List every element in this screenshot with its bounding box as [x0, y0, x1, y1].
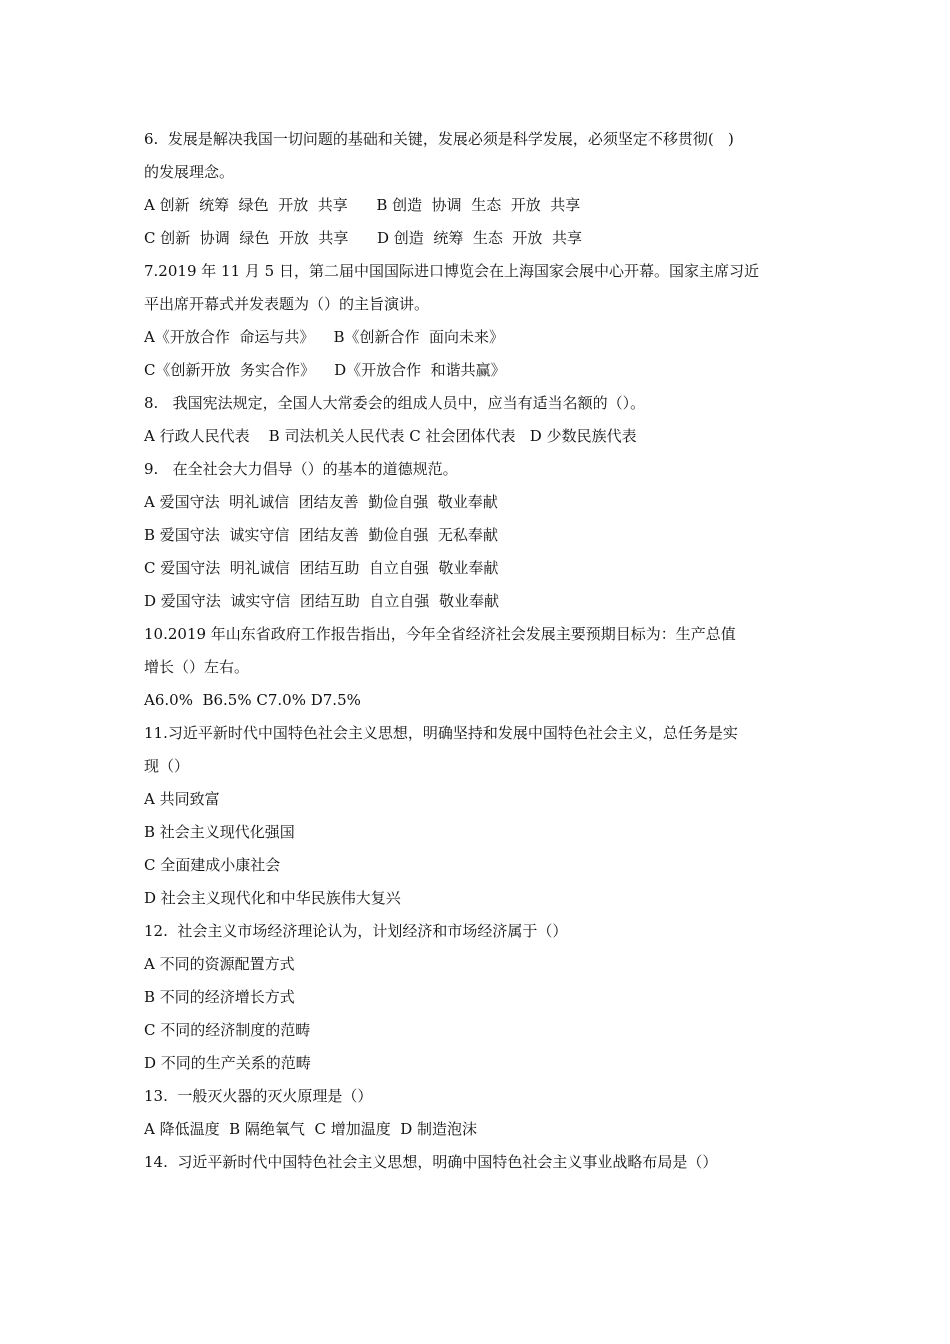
- question-text-block: [144, 123, 824, 1179]
- q12-option-d: D 不同的生产关系的范畴: [144, 1054, 311, 1072]
- q12-option-b: B 不同的经济增长方式: [144, 988, 295, 1006]
- q11-option-d: D 社会主义现代化和中华民族伟大复兴: [144, 889, 401, 907]
- q9-stem: 9. 在全社会大力倡导（）的基本的道德规范。: [144, 460, 458, 478]
- q8-stem: 8. 我国宪法规定，全国人大常委会的组成人员中，应当有适当名额的（）。: [144, 394, 646, 412]
- q9-option-a: A 爱国守法 明礼诚信 团结友善 勤俭自强 敬业奉献: [144, 493, 498, 511]
- q11-option-b: B 社会主义现代化强国: [144, 823, 295, 841]
- q9-option-d: D 爱国守法 诚实守信 团结互助 自立自强 敬业奉献: [144, 592, 499, 610]
- q11-option-c: C 全面建成小康社会: [144, 856, 281, 874]
- q6-options-cd: C 创新 协调 绿色 开放 共享 D 创造 统筹 生态 开放 共享: [144, 229, 582, 247]
- q6-stem-line-2: 的发展理念。: [144, 163, 235, 181]
- q6-stem-line-1: 6. 发展是解决我国一切问题的基础和关键，发展必须是科学发展，必须坚定不移贯彻( ): [144, 130, 734, 148]
- q7-stem-line-1: 7.2019 年 11 月 5 日，第二届中国国际进口博览会在上海国家会展中心开幕。国家主席习近: [144, 262, 759, 280]
- q14-stem: 14. 习近平新时代中国特色社会主义思想，明确中国特色社会主义事业战略布局是（）: [144, 1153, 718, 1171]
- q11-option-a: A 共同致富: [144, 790, 220, 808]
- q8-options: A 行政人民代表 B 司法机关人民代表 C 社会团体代表 D 少数民族代表: [144, 427, 637, 445]
- q6-options-ab: A 创新 统筹 绿色 开放 共享 B 创造 协调 生态 开放 共享: [144, 196, 581, 214]
- q11-stem-line-2: 现（）: [144, 757, 190, 775]
- q10-stem-line-2: 增长（）左右。: [144, 658, 250, 676]
- q7-options-ab: A《开放合作 命运与共》 B《创新合作 面向未来》: [144, 328, 505, 346]
- q13-options: A 降低温度 B 隔绝氧气 C 增加温度 D 制造泡沫: [144, 1120, 478, 1138]
- q7-options-cd: C《创新开放 务实合作》 D《开放合作 和谐共赢》: [144, 361, 506, 379]
- q12-option-c: C 不同的经济制度的范畴: [144, 1021, 311, 1039]
- q9-option-c: C 爱国守法 明礼诚信 团结互助 自立自强 敬业奉献: [144, 559, 499, 577]
- q10-options: A6.0% B6.5% C7.0% D7.5%: [144, 691, 361, 709]
- q11-stem-line-1: 11.习近平新时代中国特色社会主义思想，明确坚持和发展中国特色社会主义，总任务是实: [144, 724, 738, 742]
- q9-option-b: B 爱国守法 诚实守信 团结友善 勤俭自强 无私奉献: [144, 526, 498, 544]
- q10-stem-line-1: 10.2019 年山东省政府工作报告指出，今年全省经济社会发展主要预期目标为：生产总值: [144, 625, 736, 643]
- q13-stem: 13. 一般灭火器的灭火原理是（）: [144, 1087, 373, 1105]
- q12-stem: 12. 社会主义市场经济理论认为，计划经济和市场经济属于（）: [144, 922, 568, 940]
- q12-option-a: A 不同的资源配置方式: [144, 955, 295, 973]
- q7-stem-line-2: 平出席开幕式并发表题为（）的主旨演讲。: [144, 295, 430, 313]
